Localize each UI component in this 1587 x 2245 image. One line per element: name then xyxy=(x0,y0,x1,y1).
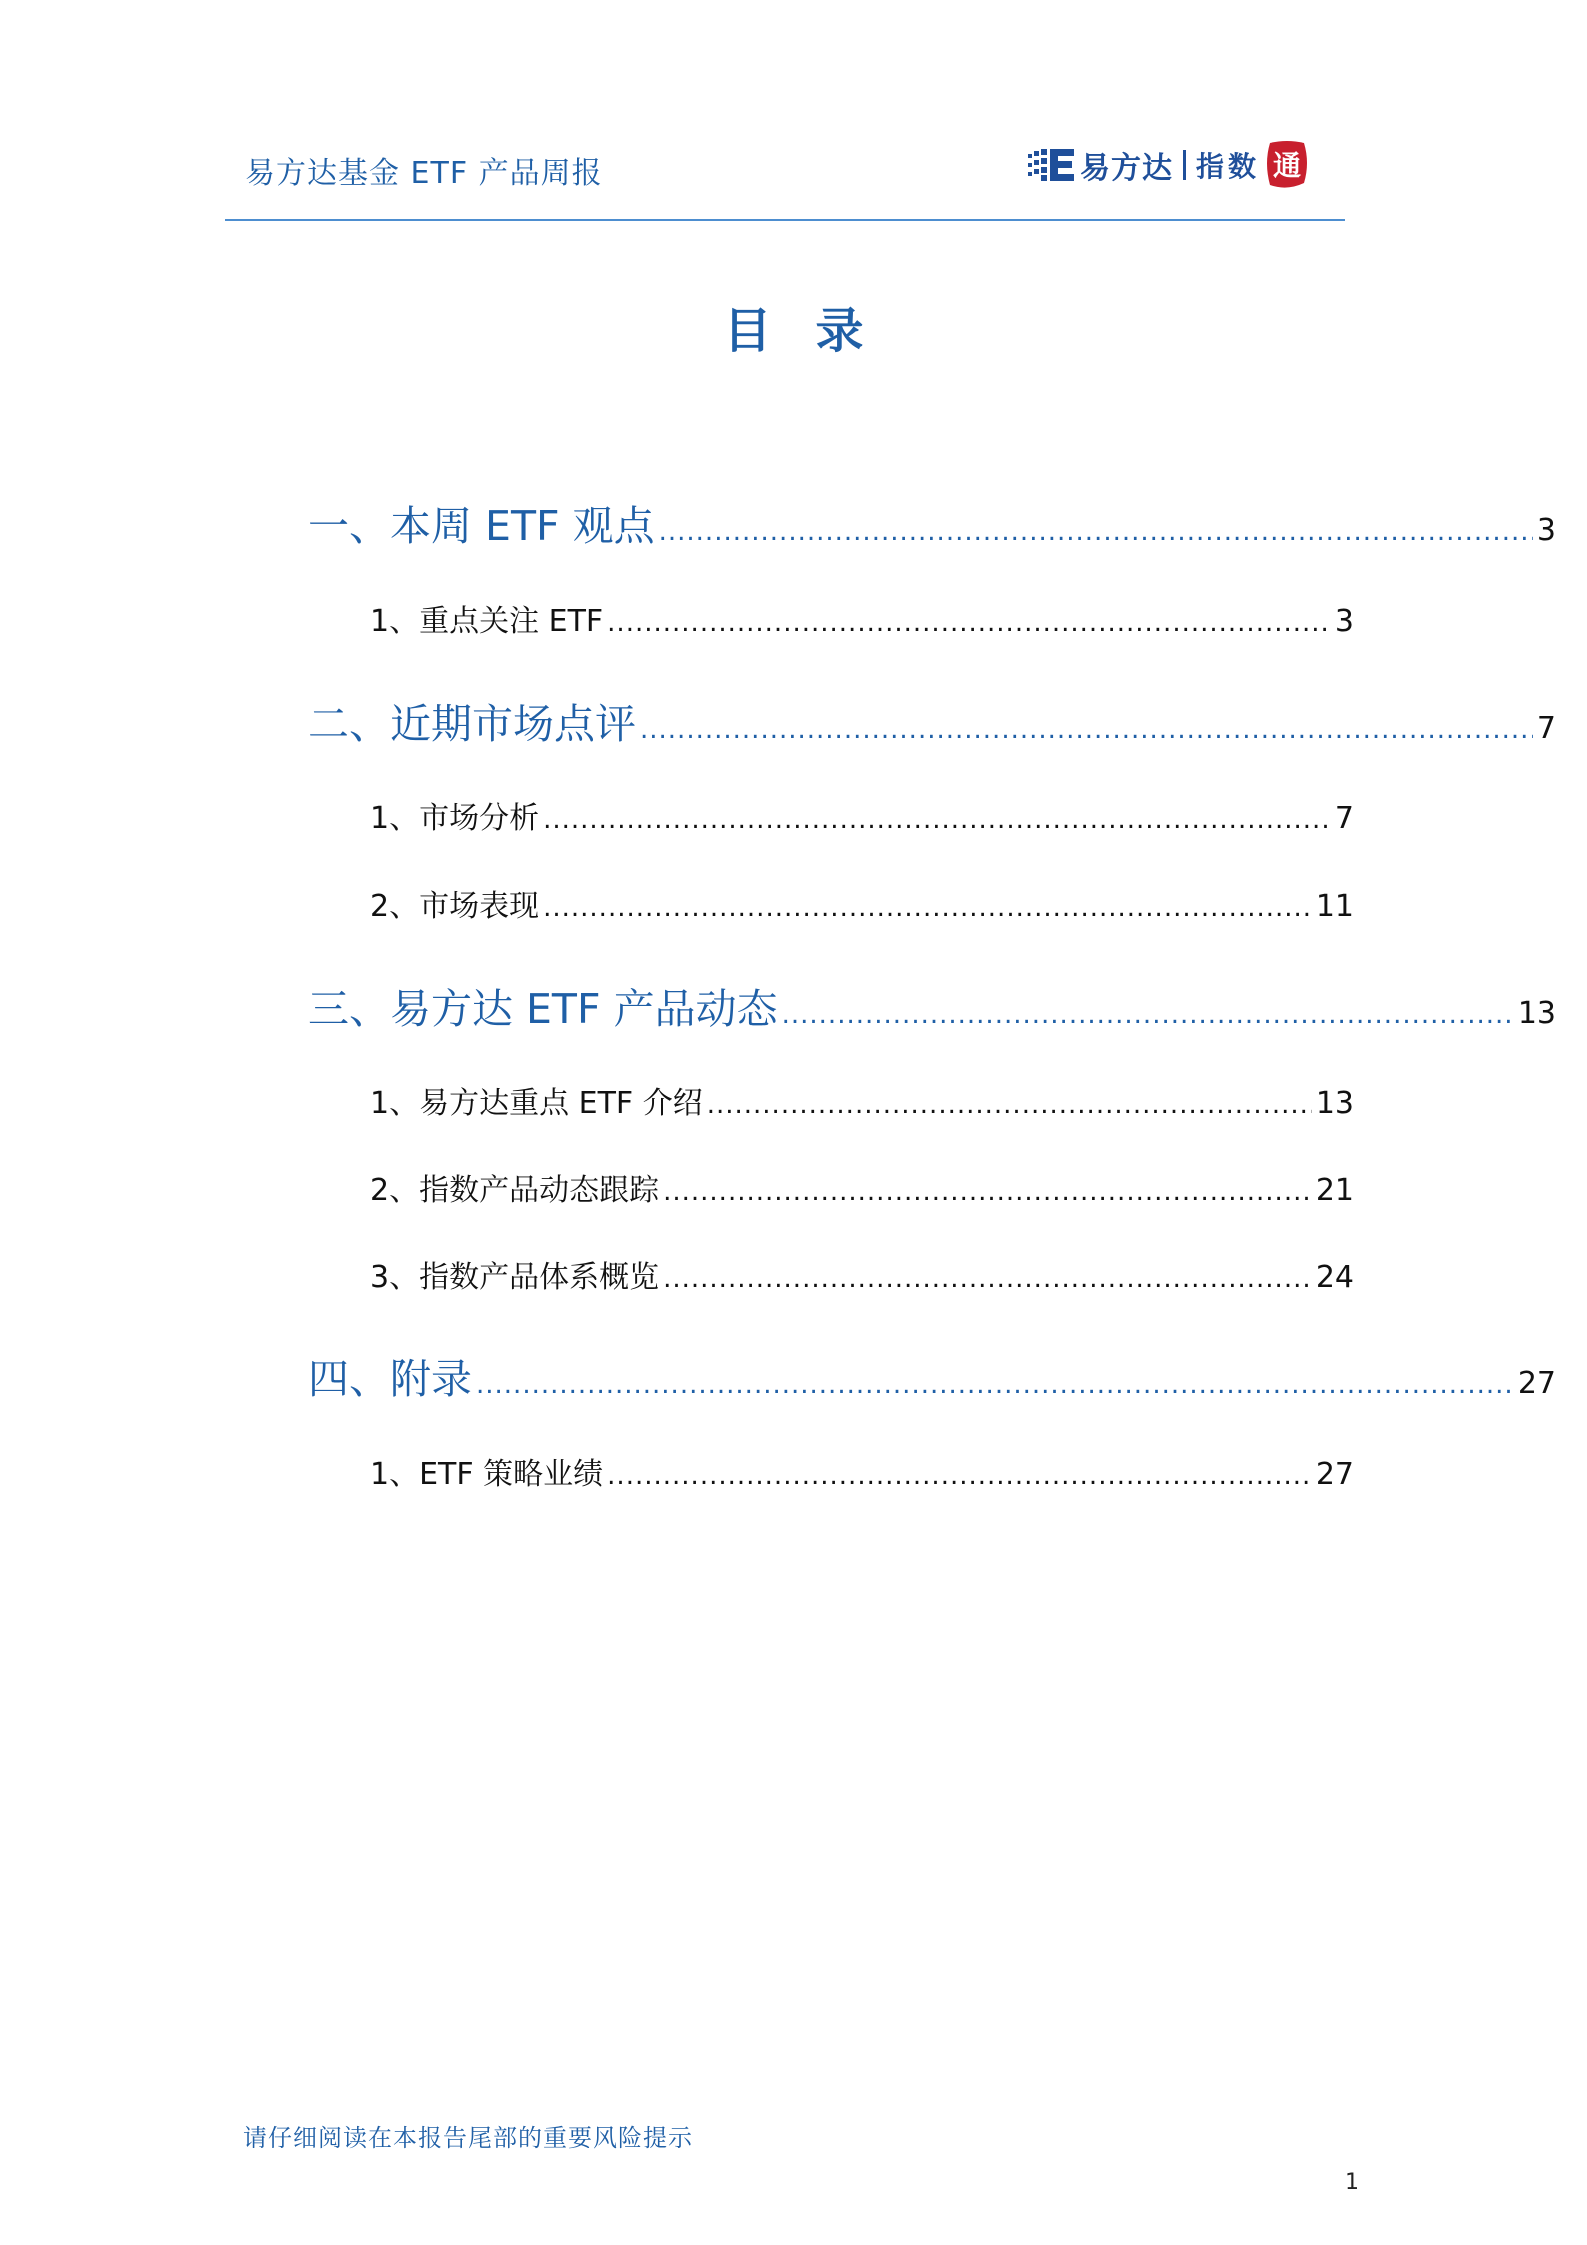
toc-entry-page: 11 xyxy=(1315,889,1354,924)
toc-entry[interactable] xyxy=(370,1078,1354,1122)
toc-entry-page: 27 xyxy=(1315,1457,1354,1492)
brand-name: 易方达 xyxy=(1080,151,1173,186)
toc-entry[interactable] xyxy=(370,793,1354,837)
toc-entry-label: 3、指数产品体系概览 xyxy=(370,1260,660,1295)
toc-title: 目录 xyxy=(723,303,908,359)
toc-leader xyxy=(663,1173,1312,1208)
toc-entry-page: 21 xyxy=(1315,1173,1354,1208)
toc-leader xyxy=(476,1355,1514,1403)
toc-entry-label: 1、ETF 策略业绩 xyxy=(370,1457,604,1492)
brand-mark-icon xyxy=(1028,148,1076,182)
toc-entry-page: 24 xyxy=(1315,1260,1354,1295)
toc-leader xyxy=(659,502,1533,550)
toc-entry[interactable] xyxy=(370,596,1354,640)
toc-entry-page: 3 xyxy=(1536,513,1556,548)
toc-entry-label: 一、本周 ETF 观点 xyxy=(308,502,655,550)
toc-entry-page: 27 xyxy=(1517,1366,1556,1401)
brand-logo xyxy=(1028,138,1310,192)
toc-entry-label: 二、近期市场点评 xyxy=(308,700,636,748)
risk-disclaimer-note: 请仔细阅读在本报告尾部的重要风险提示 xyxy=(243,2124,693,2152)
toc-entry-label: 三、易方达 ETF 产品动态 xyxy=(308,985,778,1033)
seal-char: 通 xyxy=(1273,149,1302,182)
toc-entry[interactable] xyxy=(370,881,1354,925)
toc-entry-page: 7 xyxy=(1334,801,1354,836)
toc-leader xyxy=(640,700,1533,748)
toc-entry[interactable] xyxy=(308,691,1556,750)
toc-entry[interactable] xyxy=(370,1252,1354,1296)
page-number: 1 xyxy=(1345,2170,1359,2195)
toc-entry-page: 13 xyxy=(1315,1086,1354,1121)
toc-leader xyxy=(543,801,1331,836)
toc-entry[interactable] xyxy=(308,1346,1556,1405)
toc-leader xyxy=(607,604,1331,639)
toc-entry[interactable] xyxy=(308,976,1556,1035)
toc-leader xyxy=(782,985,1514,1033)
brand-subname: 指数 xyxy=(1196,150,1261,183)
toc-entry-label: 四、附录 xyxy=(308,1355,472,1403)
toc-entry-page: 3 xyxy=(1334,604,1354,639)
seal-icon xyxy=(1264,139,1310,191)
toc-entry-page: 7 xyxy=(1536,711,1556,746)
toc-leader xyxy=(707,1086,1312,1121)
toc-entry[interactable] xyxy=(370,1449,1354,1493)
toc-entry-label: 1、市场分析 xyxy=(370,801,540,836)
toc-entry[interactable] xyxy=(370,1165,1354,1209)
header-divider xyxy=(225,219,1345,221)
toc-leader xyxy=(543,889,1312,924)
toc-entry[interactable] xyxy=(308,493,1556,552)
toc-leader xyxy=(607,1457,1312,1492)
report-header-title: 易方达基金 ETF 产品周报 xyxy=(245,156,603,191)
toc-entry-label: 2、市场表现 xyxy=(370,889,540,924)
toc-entry-label: 1、重点关注 ETF xyxy=(370,604,604,639)
toc-entry-page: 13 xyxy=(1517,996,1556,1031)
toc-entry-label: 1、易方达重点 ETF 介绍 xyxy=(370,1086,703,1121)
toc-entry-label: 2、指数产品动态跟踪 xyxy=(370,1173,660,1208)
logo-divider xyxy=(1183,150,1186,180)
toc-leader xyxy=(663,1260,1312,1295)
